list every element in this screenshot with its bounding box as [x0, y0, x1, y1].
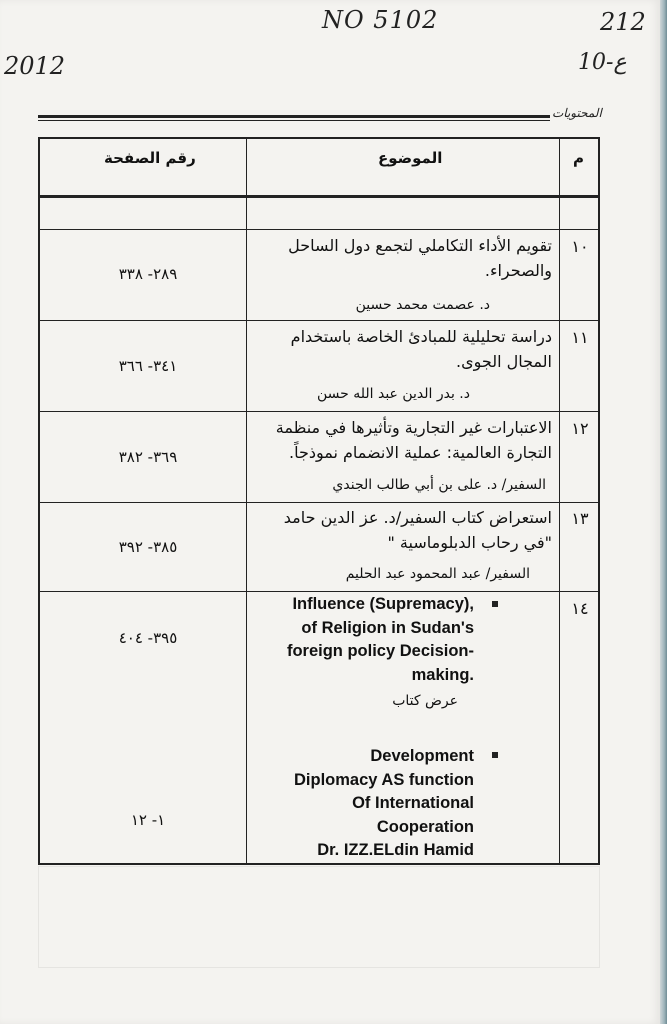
handwritten-year: 2012 [4, 52, 66, 80]
row-topic [254, 505, 552, 555]
row-pages: ٣٦٩- ٣٨٢ [118, 448, 178, 466]
topic-line: والصحراء. [484, 261, 552, 280]
row-divider [40, 502, 598, 503]
english-title-2 [254, 745, 474, 863]
english-line: Influence (Supremacy), [292, 595, 474, 613]
row-divider [40, 411, 598, 412]
row-number: ١١ [571, 328, 589, 347]
english-line: of Religion in Sudan's [301, 618, 474, 637]
bullet-icon [492, 601, 498, 607]
row-number: ١٣ [571, 509, 589, 528]
english-line: Cooperation [376, 817, 474, 836]
row-topic [254, 233, 552, 283]
topic-line: استعراض كتاب السفير/د. عز الدين حامد [283, 508, 552, 527]
row-number: ١٢ [571, 419, 589, 438]
row-divider [40, 591, 598, 592]
handwritten-date: 10-ع [578, 50, 627, 75]
topic-line: دراسة تحليلية للمبادئ الخاصة باستخدام [290, 327, 552, 346]
row-pages: ٣٤١- ٣٦٦ [118, 357, 178, 375]
english-line: making. [411, 665, 474, 684]
english-line: foreign policy Decision- [286, 642, 474, 660]
row-number: ١٠ [571, 237, 589, 256]
topic-line: "في رحاب الدبلوماسية " [387, 533, 552, 552]
header-divider [40, 195, 598, 198]
row-topic [254, 415, 552, 465]
handwritten-number: NO 5102 [322, 6, 439, 34]
page-edge [660, 0, 667, 1024]
header-label: المحتويات [552, 106, 602, 120]
row-number: ١٤ [571, 599, 589, 618]
row-divider [40, 320, 598, 321]
row-author: السفير/ عبد المحمود عبد الحليم [345, 566, 530, 582]
column-divider [246, 139, 247, 863]
row-pages: ٣٩٥- ٤٠٤ [118, 629, 178, 647]
topic-line: التجارة العالمية: عملية الانضمام نموذجاً. [288, 443, 552, 462]
column-header-number: م [573, 149, 584, 167]
column-header-page: رقم الصفحة [104, 149, 196, 167]
topic-line: المجال الجوى. [455, 352, 552, 371]
english-line: Development [370, 747, 474, 765]
row-pages: ٣٨٥- ٣٩٢ [118, 538, 178, 556]
column-header-topic: الموضوع [378, 149, 443, 167]
handwritten-top-right: 212 [600, 8, 646, 36]
review-label: عرض كتاب [392, 693, 458, 709]
english-line: Dr. IZZ.ELdin Hamid [317, 841, 474, 859]
row-pages: ٢٨٩- ٣٣٨ [118, 265, 178, 283]
header-rule-thin [38, 120, 550, 121]
header-rule [38, 115, 550, 118]
english-line: Of International [352, 794, 474, 812]
row-author: د. عصمت محمد حسين [355, 297, 490, 313]
english-line: Diplomacy AS function [294, 770, 474, 789]
english-title-1 [254, 593, 474, 687]
bullet-icon [492, 752, 498, 758]
topic-line: الاعتبارات غير التجارية وتأثيرها في منظمة [275, 418, 552, 437]
row-divider [40, 229, 598, 230]
row-author: السفير/ د. على بن أبي طالب الجندي [332, 477, 546, 493]
topic-line: تقويم الأداء التكاملي لتجمع دول الساحل [288, 236, 552, 255]
contents-table [38, 137, 600, 865]
row-pages: ١- ١٢ [130, 811, 166, 829]
row-author: د. بدر الدين عبد الله حسن [316, 386, 470, 402]
faint-bleedthrough-box [38, 866, 600, 968]
row-topic [254, 324, 552, 374]
